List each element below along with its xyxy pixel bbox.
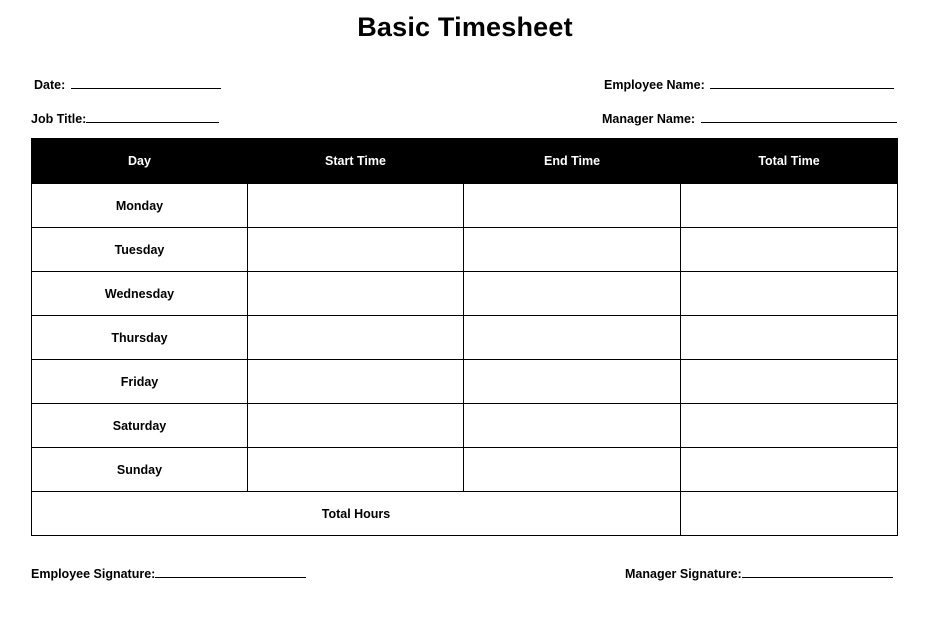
date-label: Date: <box>34 78 66 92</box>
total-time-cell[interactable] <box>681 448 898 492</box>
total-hours-row <box>32 492 898 536</box>
table-row <box>32 272 898 316</box>
end-time-cell[interactable] <box>464 228 681 272</box>
end-time-cell[interactable] <box>464 360 681 404</box>
table-row <box>32 404 898 448</box>
employee-name-blank[interactable] <box>710 87 894 89</box>
day-cell: Friday <box>32 360 248 404</box>
employee-signature-blank[interactable] <box>155 576 306 578</box>
page-title: Basic Timesheet <box>357 12 573 42</box>
job-title-blank[interactable] <box>86 121 219 123</box>
manager-signature-label: Manager Signature: <box>625 567 742 581</box>
day-cell: Tuesday <box>32 228 248 272</box>
timesheet-table <box>31 138 898 536</box>
manager-signature-blank[interactable] <box>742 576 893 578</box>
total-hours-label: Total Hours <box>32 492 681 536</box>
total-time-cell[interactable] <box>681 184 898 228</box>
start-time-cell[interactable] <box>248 316 464 360</box>
table-row <box>32 448 898 492</box>
start-time-cell[interactable] <box>248 404 464 448</box>
total-time-cell[interactable] <box>681 360 898 404</box>
job-title-label: Job Title: <box>31 112 87 126</box>
day-cell: Sunday <box>32 448 248 492</box>
employee-name-label: Employee Name: <box>604 78 705 92</box>
total-time-cell[interactable] <box>681 272 898 316</box>
total-time-cell[interactable] <box>681 228 898 272</box>
start-time-cell[interactable] <box>248 228 464 272</box>
total-hours-cell[interactable] <box>681 492 898 536</box>
table-row <box>32 316 898 360</box>
table-header-row <box>32 139 898 184</box>
day-cell: Thursday <box>32 316 248 360</box>
date-field[interactable] <box>34 78 221 92</box>
end-time-cell[interactable] <box>464 448 681 492</box>
header-day: Day <box>32 139 248 184</box>
header-total-time: Total Time <box>681 139 898 184</box>
total-time-cell[interactable] <box>681 316 898 360</box>
start-time-cell[interactable] <box>248 184 464 228</box>
job-title-field[interactable] <box>31 112 219 126</box>
manager-name-blank[interactable] <box>701 121 897 123</box>
employee-signature-field[interactable] <box>31 567 306 581</box>
total-time-cell[interactable] <box>681 404 898 448</box>
date-blank[interactable] <box>71 87 221 89</box>
day-cell: Wednesday <box>32 272 248 316</box>
end-time-cell[interactable] <box>464 404 681 448</box>
table-row <box>32 228 898 272</box>
header-start-time: Start Time <box>248 139 464 184</box>
end-time-cell[interactable] <box>464 316 681 360</box>
manager-signature-field[interactable] <box>625 567 893 581</box>
start-time-cell[interactable] <box>248 448 464 492</box>
start-time-cell[interactable] <box>248 360 464 404</box>
employee-signature-label: Employee Signature: <box>31 567 156 581</box>
header-end-time: End Time <box>464 139 681 184</box>
employee-name-field[interactable] <box>604 78 894 92</box>
table-row <box>32 184 898 228</box>
table-row <box>32 360 898 404</box>
day-cell: Monday <box>32 184 248 228</box>
end-time-cell[interactable] <box>464 184 681 228</box>
end-time-cell[interactable] <box>464 272 681 316</box>
start-time-cell[interactable] <box>248 272 464 316</box>
day-cell: Saturday <box>32 404 248 448</box>
manager-name-field[interactable] <box>602 112 897 126</box>
manager-name-label: Manager Name: <box>602 112 696 126</box>
